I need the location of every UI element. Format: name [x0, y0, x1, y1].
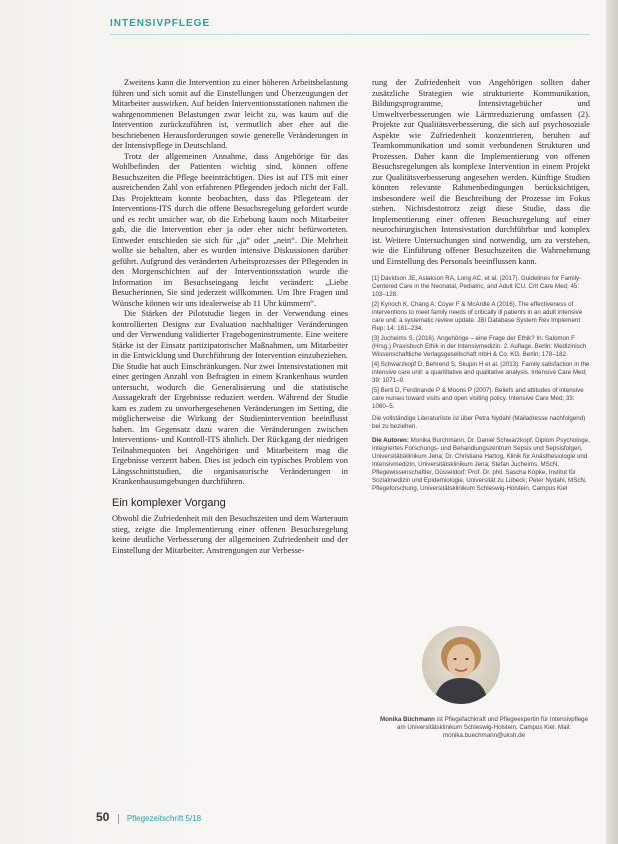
- body-paragraph: Trotz der allgemeinen Annahme, dass Angehörige für das Wohlbefinden der Patienten wichtig sind, können offene Besuchszeiten die Pflege beeinträchtigen. Dies ist auf ITS mit einer ausreichenden Zahl von erfahrenen Pflegenden jedoch nicht der Fall. Das Projektteam konnte beobachten, dass das Pflegeteam der Interventions-ITS durch die offene Besuchsregelung gefordert wurde und es recht unsicher war, ob die Erhebung kaum noch Mitarbeiter gab, die die Intervention eher ja oder eher nicht befürworteten. Entweder entschieden sie sich für „ja“ oder „nein“. Die Mehrheit wollte sie behalten, aber es wurden intensive Diskussionen darüber geführt. Aufgrund des veränderten Arbeitsprozesses der Pflegenden in den Morgenschichten auf der Interventionsstation wurde die Information im Besuchseingang leicht verändert: „Liebe Besucherinnen, Sie sind jederzeit willkommen. Um Ihre Fragen und Wünsche können wir uns idealerweise ab 11 Uhr kümmern“.: [112, 151, 348, 308]
- page-footer: [96, 810, 201, 824]
- header-rule: [110, 34, 590, 35]
- author-photo: [422, 626, 500, 704]
- magazine-name: Pflegezeitschrift 5/18: [126, 814, 202, 823]
- section-heading: Ein komplexer Vorgang: [112, 496, 226, 509]
- body-paragraph: rung der Zufriedenheit von Angehörigen sollten daher zusätzliche Strategien wie strukturierte Kommunikation, Bildungsprogramme, Intensivtagebücher und Umweltverbesserungen wie Lärmreduzierung umfassen (2). Projekte zur Qualitätsverbesserung, die sich auf psychosoziale Aspekte wie Zufriedenheit konzentrieren, beruhen auf Teamkommunikation und somit verbundenen Strukturen und Prozessen. Daher kann die Implementierung von offenen Besuchsregelungen als komplexe Intervention in einem Projekt zur Qualitätsverbesserung angesehen werden. Künftige Studien könnten relevante Rahmenbedingungen berücksichtigen, insbesondere weil die Beschreibung der Prozesse im Fokus stehen. Nichtsdestotrotz zeigt diese Studie, dass die Implementierung einer offenen Besuchsregelung auf einer neurochirurgischen Intensivstation durchführbar und komplex ist. Weitere Untersuchungen sind notwendig, um zu verstehen, wie die Einführung offener Besuchszeiten die Wahrnehmung und Einstellung des Personals beeinflussen kann.: [372, 78, 590, 266]
- body-paragraph: Obwohl die Zufriedenheit mit den Besuchszeiten und dem Warteraum stieg, zeigte die Implementierung einer offenen Besuchsregelung keine deutliche Verbesserung der allgemeinen Zufriedenheit und der Einstellung der Mitarbeiter. Anstrengungen zur Verbesse-: [112, 514, 348, 555]
- body-paragraph: Die Stärken der Pilotstudie liegen in der Verwendung eines kontrollierten Designs zur Evaluation nachhaltiger Veränderungen und der Verwendung validierter Fragebogeninstrumente. Eine weitere Stärke ist der Einsatz partizipatorischer Maßnahmen, um Mitarbeiter in die Entwicklung und Durchführung der Intervention einzubeziehen. Die Studie hat auch Einschränkungen. Nur zwei Intensivstationen mit einer geringen Anzahl von Befragten in einem Krankenhaus wurden untersucht, wodurch die Generalisierung und die statistische Aussagekraft der Ergebnisse reduziert werden. Während der Studie kam es zudem zu unvorhergesehenen Veränderungen im Setting, die möglicherweise die Wirkung der Studienintervention beeinflusst haben. Im Gegensatz dazu waren die Veränderungen zwischen Interventions- und Kontroll-ITS ähnlich. Der Rückgang der niedrigen Teilnahmequoten bei Angehörigen und Mitarbeitern mag die Ergebnisse verzerrt haben. Dies ist jedoch ein typisches Problem von Längsschnittstudien, die organisatorische Veränderungen in Krankenhausumgebungen durchführen.: [112, 309, 348, 486]
- body-paragraph: Zweitens kann die Intervention zu einer höheren Arbeitsbelastung führen und sich somit auf die Einstellungen und Überzeugungen der Mitarbeiter auswirken. Auf beiden Interventionsstationen nahmen die wahrgenommenen Belastungen zwar leicht zu, was kaum auf die Intervention zurückzuführen ist, vermutlich aber eher auf die beschriebenen Herausforderungen sowie generelle Veränderungen in der Intensivpflege in Deutschland.: [112, 78, 348, 150]
- reference-item: [2] Kynoch K, Chang A, Coyer F & McArdle A (2016). The effectiveness of interventions to meet family needs of critically ill patients in an adult intensive care unit: a systematic review update. JBI Database System Rev Implement Rep; 14: 181–234.: [372, 301, 583, 332]
- reference-item: [5] Berti D, Ferdinande P & Moons P (2007). Beliefs and attitudes of intensive care nurses toward visits and open visiting policy. Intensive Care Med; 33: 1060–5.: [372, 387, 584, 410]
- author-portrait-image: [422, 626, 500, 704]
- footer-divider: [118, 814, 119, 824]
- left-column: [112, 78, 348, 556]
- caption-text: ist Pflegefachkraft und Pflegeexpertin für Intensivpflege am Universitätsklinikum Schleswig-Holstein, Campus Kiel. Mail: monika.buechmann@uksh.de: [397, 716, 589, 739]
- section-title: INTENSIVPFLEGE: [110, 18, 211, 29]
- page-edge: [606, 0, 618, 844]
- references: [372, 275, 590, 431]
- reference-item: [4] Schwarzkopf D, Behrend S, Skupin H et al. (2013). Family satisfaction in the intensive care unit: a quantitative and qualitative analysis. Intensive Care Med; 39: 1071–9.: [372, 361, 590, 384]
- reference-item: [1] Davidson JE, Aslakson RA, Long AC, et al. (2017). Guidelines for Family-Centered Care in the Neonatal, Pediatric, and Adult ICU. Crit Care Med; 45: 103–128.: [372, 275, 582, 298]
- page-number: 50: [96, 810, 110, 824]
- reference-item: [3] Jucheims S. (2016). Angehörige – eine Frage der Ethik? In: Salomon F (Hrsg.) Praxisbuch Ethik in der Intensivmedizin. 2. Auflage. Berlin: Medizinisch Wissenschaftliche Verlagsgesellschaft mbH & Co. KG. Berlin; 178–182.: [372, 335, 587, 358]
- literature-note: Die vollständige Literaturliste ist über Petra Nydahl (Mailadresse nachfolgend) bei zu beziehen.: [372, 415, 586, 430]
- authors-text: Monika Burchmann, Dr. Daniel Schwarzkopf, Diplom Psychologe, Integriertes Forschungs- und Behandlungszentrum Sepsis und Sepsisfolgen, Universitätsklinikum Jena; Dr. Christiane Hartog, Klinik für Anästhesiologie und Intensivmedizin, Universitätsklinikum Jena; Stefan Jucheims, MScN, Pflegewissenschaftler, Düsseldorf; Prof. Dr. phil. Sascha Köpke, Institut für Sozialmedizin und Epidemiologie, Universität zu Lübeck; Peter Nydahl, MScN, Pflegeforschung, Universitätsklinikum Schleswig-Holstein, Campus Kiel: [372, 437, 590, 492]
- right-column: [372, 78, 590, 493]
- caption-name: Monika Büchmann: [379, 716, 435, 723]
- authors-label: Die Autoren:: [372, 437, 409, 444]
- photo-caption: [378, 716, 590, 740]
- authors-block: [372, 437, 590, 493]
